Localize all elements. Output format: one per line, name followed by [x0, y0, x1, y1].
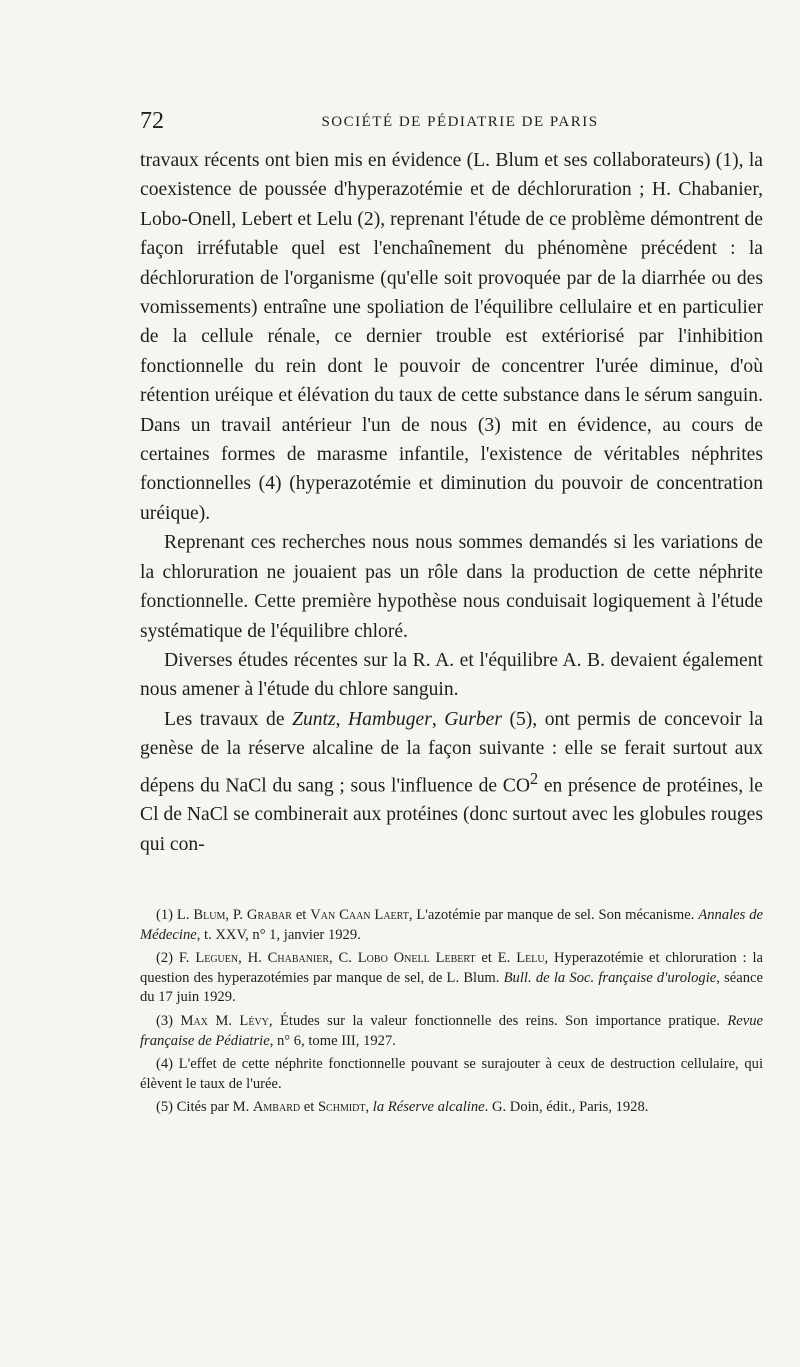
fn1-author-van-caan-laert: Van Caan Laert: [310, 907, 409, 923]
fn5-author-schmidt: Schmidt: [317, 1099, 366, 1116]
fn3-journal: Revue française de Pédiatrie: [140, 1012, 763, 1049]
fn2-text-d: et E.: [475, 950, 517, 967]
footnote-3: [140, 1012, 763, 1051]
footnotes: [140, 906, 763, 1122]
fn2-author-leguen: Leguen: [195, 950, 239, 967]
fn2-text-e: , Hyperazotémie et chloruration : la question des hyperazotémies par manque de sel, de L. Blum.: [140, 950, 763, 986]
fn1-text-c: et: [291, 907, 311, 923]
p4-sep1: ,: [335, 708, 349, 730]
footnote-5: [140, 1098, 763, 1118]
body-text: [140, 146, 763, 859]
fn1-text-a: (1) L.: [156, 907, 194, 923]
fn2-author-lobo-onell-lebert: Lobo Onell Lebert: [357, 950, 476, 967]
footnote-4: (4) L'effet de cette néphrite fonctionnelle pouvant se surajouter à ceux de destruction cellulaire, qui élèvent le taux de l'urée.: [140, 1056, 763, 1092]
fn1-author-grabar: Grabar: [246, 907, 292, 923]
paragraph-1: travaux récents ont bien mis en évidence (L. Blum et ses collaborateurs) (1), la coexistence de poussée d'hyperazotémie et de déchloruration ; H. Chabanier, Lobo-Onell, Lebert et Lelu (2), reprenant l'étude de ce problème démontrent de façon irréfutable quel est l'enchaînement du phénomène précédent : la déchloruration de l'organisme (qu'elle soit provoquée par de la diarrhée ou des vomissements) entraîne une spoliation de l'équilibre cellulaire et en particulier de la cellule rénale, ce dernier trouble est extériorisé par l'inhibition fonctionnelle du rein dont le pouvoir de concentrer l'urée diminue, d'où rétention uréique et élévation du taux de cette substance dans le sérum sanguin. Dans un travail antérieur l'un de nous (3) mit en évidence, au cours de certaines formes de marasme infantile, l'existence de véritables néphrites fonctionnelles (4) (hyperazotémie et diminution du pouvoir de concentration uréique).: [140, 150, 763, 524]
fn2-journal: Bull. de la Soc. française d'urologie: [503, 969, 717, 986]
footnote-2: [140, 949, 763, 1008]
running-title: SOCIÉTÉ DE PÉDIATRIE DE PARIS: [321, 114, 599, 130]
fn2-author-chabanier: Chabanier: [267, 950, 330, 967]
fn1-author-blum: Blum: [193, 907, 226, 923]
fn3-text-a: (3): [156, 1012, 181, 1029]
fn2-text-f: , séance du 17 juin 1929.: [140, 969, 763, 1006]
fn5-book-title: la Réserve alcaline: [372, 1099, 485, 1116]
fn5-text-b: et: [300, 1099, 318, 1116]
page-number: 72: [140, 108, 164, 134]
p4-rest2: en présence de protéines, le Cl de NaCl se combinerait aux protéines (donc surtout avec les globules rouges qui con-: [140, 775, 763, 855]
fn3-text-b: M.: [207, 1012, 240, 1029]
footnote-1: [140, 906, 763, 945]
p4-sep2: ,: [431, 708, 445, 730]
fn5-text-c: ,: [365, 1099, 373, 1116]
fn1-journal: Annales de Médecine: [140, 907, 763, 943]
fn1-text-e: , t. XXV, n° 1, janvier 1929.: [196, 926, 361, 943]
fn5-author-ambard: Ambard: [252, 1099, 301, 1116]
fn2-author-lelu: Lelu: [516, 950, 545, 967]
paragraph-2: Reprenant ces recherches nous nous sommes demandés si les variations de la chloruration ne jouaient pas un rôle dans la production de cette néphrite fonctionnelle. Cette première hypothèse nous conduisait logiquement à l'étude systématique de l'équilibre chloré.: [140, 532, 763, 642]
fn5-text-a: (5) Cités par M.: [156, 1099, 253, 1116]
co2-superscript: 2: [529, 768, 539, 788]
author-gurber: Gurber: [444, 708, 502, 730]
fn3-author-max: Max: [180, 1012, 208, 1029]
author-hambuger: Hambuger: [348, 708, 432, 730]
p4-rest1: (5), ont permis de concevoir la genèse de la réserve alcaline de la façon suivante : elle se ferait surtout aux dépens du NaCl du sang ; sous l'influence de CO: [140, 708, 763, 797]
fn2-text-b: , H.: [238, 950, 268, 967]
p4-lead: Les travaux de: [164, 708, 293, 730]
fn2-text-c: , C.: [329, 950, 358, 967]
fn3-text-c: , Études sur la valeur fonctionnelle des reins. Son importance pratique.: [268, 1012, 728, 1029]
paragraph-4: [140, 705, 763, 860]
fn2-text-a: (2) F.: [156, 950, 196, 967]
fn3-text-d: , n° 6, tome III, 1927.: [269, 1032, 396, 1049]
fn1-text-d: , L'azotémie par manque de sel. Son mécanisme.: [408, 907, 699, 923]
fn5-text-d: . G. Doin, édit., Paris, 1928.: [484, 1099, 649, 1116]
paragraph-3: Diverses études récentes sur la R. A. et l'équilibre A. B. devaient également nous amener à l'étude du chlore sanguin.: [140, 649, 763, 701]
fn1-text-b: , P.: [225, 907, 247, 923]
page-header: [140, 108, 760, 138]
fn3-author-levy: Lévy: [239, 1012, 269, 1029]
author-zuntz: Zuntz: [292, 708, 336, 730]
